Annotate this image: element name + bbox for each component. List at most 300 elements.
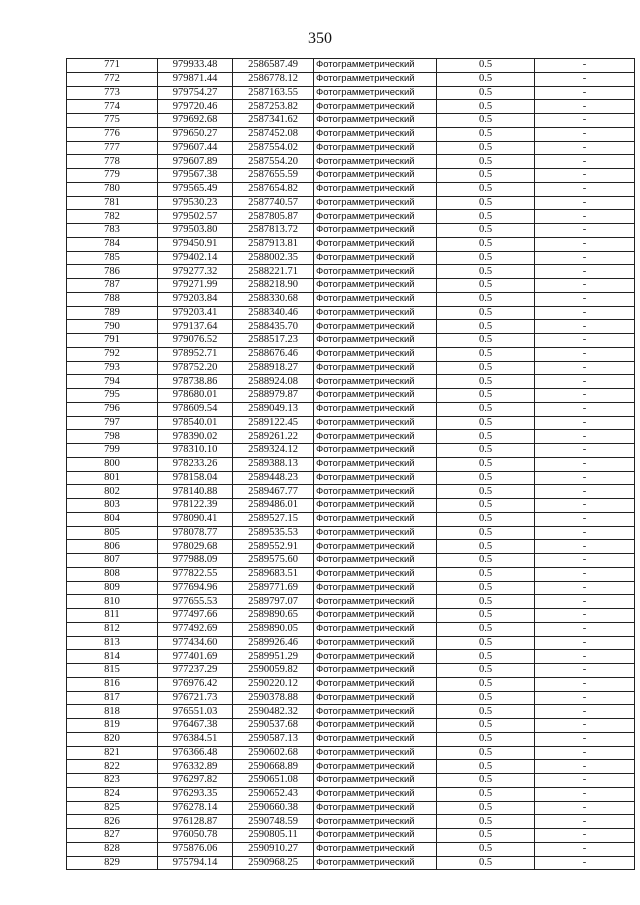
accuracy-cell: 0.5 (437, 595, 535, 609)
extra-cell: - (535, 86, 635, 100)
point-number-cell: 800 (67, 457, 158, 471)
table-row (67, 155, 635, 169)
table-row (67, 114, 635, 128)
y-coordinate-cell: 2587655.59 (233, 169, 314, 183)
extra-cell: - (535, 430, 635, 444)
y-coordinate-cell: 2588924.08 (233, 375, 314, 389)
accuracy-cell: 0.5 (437, 224, 535, 238)
extra-cell: - (535, 512, 635, 526)
table-row (67, 499, 635, 513)
method-cell: Фотограмметрический (314, 210, 437, 224)
table-row (67, 540, 635, 554)
method-cell: Фотограмметрический (314, 567, 437, 581)
table-row (67, 801, 635, 815)
point-number-cell: 776 (67, 127, 158, 141)
table-row (67, 512, 635, 526)
point-number-cell: 803 (67, 499, 158, 513)
table-row (67, 609, 635, 623)
point-number-cell: 807 (67, 554, 158, 568)
point-number-cell: 812 (67, 622, 158, 636)
extra-cell: - (535, 237, 635, 251)
table-row (67, 471, 635, 485)
x-coordinate-cell: 977401.69 (158, 650, 233, 664)
accuracy-cell: 0.5 (437, 127, 535, 141)
point-number-cell: 820 (67, 732, 158, 746)
accuracy-cell: 0.5 (437, 856, 535, 870)
accuracy-cell: 0.5 (437, 389, 535, 403)
y-coordinate-cell: 2589683.51 (233, 567, 314, 581)
point-number-cell: 825 (67, 801, 158, 815)
table-row (67, 526, 635, 540)
extra-cell: - (535, 389, 635, 403)
accuracy-cell: 0.5 (437, 430, 535, 444)
x-coordinate-cell: 976050.78 (158, 829, 233, 843)
x-coordinate-cell: 979076.52 (158, 334, 233, 348)
y-coordinate-cell: 2588979.87 (233, 389, 314, 403)
table-row (67, 430, 635, 444)
accuracy-cell: 0.5 (437, 526, 535, 540)
y-coordinate-cell: 2588918.27 (233, 361, 314, 375)
accuracy-cell: 0.5 (437, 691, 535, 705)
extra-cell: - (535, 581, 635, 595)
table-row (67, 595, 635, 609)
table-row (67, 251, 635, 265)
y-coordinate-cell: 2587805.87 (233, 210, 314, 224)
method-cell: Фотограмметрический (314, 375, 437, 389)
extra-cell: - (535, 155, 635, 169)
x-coordinate-cell: 976297.82 (158, 774, 233, 788)
table-row (67, 815, 635, 829)
point-number-cell: 787 (67, 279, 158, 293)
extra-cell: - (535, 127, 635, 141)
y-coordinate-cell: 2588002.35 (233, 251, 314, 265)
extra-cell: - (535, 732, 635, 746)
table-row (67, 457, 635, 471)
point-number-cell: 771 (67, 59, 158, 73)
y-coordinate-cell: 2589388.13 (233, 457, 314, 471)
point-number-cell: 781 (67, 196, 158, 210)
point-number-cell: 780 (67, 182, 158, 196)
point-number-cell: 774 (67, 100, 158, 114)
y-coordinate-cell: 2589049.13 (233, 402, 314, 416)
table-row (67, 774, 635, 788)
method-cell: Фотограмметрический (314, 540, 437, 554)
point-number-cell: 819 (67, 719, 158, 733)
extra-cell: - (535, 664, 635, 678)
x-coordinate-cell: 976467.38 (158, 719, 233, 733)
accuracy-cell: 0.5 (437, 801, 535, 815)
x-coordinate-cell: 979754.27 (158, 86, 233, 100)
y-coordinate-cell: 2589771.69 (233, 581, 314, 595)
point-number-cell: 802 (67, 485, 158, 499)
point-number-cell: 813 (67, 636, 158, 650)
accuracy-cell: 0.5 (437, 320, 535, 334)
y-coordinate-cell: 2587554.02 (233, 141, 314, 155)
accuracy-cell: 0.5 (437, 416, 535, 430)
x-coordinate-cell: 978158.04 (158, 471, 233, 485)
accuracy-cell: 0.5 (437, 774, 535, 788)
point-number-cell: 823 (67, 774, 158, 788)
accuracy-cell: 0.5 (437, 196, 535, 210)
x-coordinate-cell: 979137.64 (158, 320, 233, 334)
method-cell: Фотограмметрический (314, 856, 437, 870)
x-coordinate-cell: 977988.09 (158, 554, 233, 568)
extra-cell: - (535, 677, 635, 691)
method-cell: Фотограмметрический (314, 347, 437, 361)
extra-cell: - (535, 567, 635, 581)
extra-cell: - (535, 485, 635, 499)
point-number-cell: 821 (67, 746, 158, 760)
y-coordinate-cell: 2590602.68 (233, 746, 314, 760)
extra-cell: - (535, 292, 635, 306)
table-row (67, 361, 635, 375)
y-coordinate-cell: 2589486.01 (233, 499, 314, 513)
y-coordinate-cell: 2587452.08 (233, 127, 314, 141)
extra-cell: - (535, 416, 635, 430)
method-cell: Фотограмметрический (314, 746, 437, 760)
method-cell: Фотограмметрический (314, 677, 437, 691)
accuracy-cell: 0.5 (437, 292, 535, 306)
extra-cell: - (535, 320, 635, 334)
table-row (67, 86, 635, 100)
table-row (67, 320, 635, 334)
point-number-cell: 792 (67, 347, 158, 361)
method-cell: Фотограмметрический (314, 127, 437, 141)
extra-cell: - (535, 224, 635, 238)
x-coordinate-cell: 979450.91 (158, 237, 233, 251)
point-number-cell: 801 (67, 471, 158, 485)
table-row (67, 581, 635, 595)
y-coordinate-cell: 2590910.27 (233, 842, 314, 856)
method-cell: Фотограмметрический (314, 485, 437, 499)
accuracy-cell: 0.5 (437, 334, 535, 348)
table-body (67, 59, 635, 870)
table-row (67, 485, 635, 499)
accuracy-cell: 0.5 (437, 677, 535, 691)
table-row (67, 622, 635, 636)
point-number-cell: 822 (67, 760, 158, 774)
accuracy-cell: 0.5 (437, 787, 535, 801)
y-coordinate-cell: 2586587.49 (233, 59, 314, 73)
point-number-cell: 818 (67, 705, 158, 719)
point-number-cell: 816 (67, 677, 158, 691)
accuracy-cell: 0.5 (437, 650, 535, 664)
method-cell: Фотограмметрический (314, 609, 437, 623)
y-coordinate-cell: 2589122.45 (233, 416, 314, 430)
x-coordinate-cell: 979692.68 (158, 114, 233, 128)
extra-cell: - (535, 774, 635, 788)
method-cell: Фотограмметрический (314, 114, 437, 128)
x-coordinate-cell: 976293.35 (158, 787, 233, 801)
accuracy-cell: 0.5 (437, 609, 535, 623)
extra-cell: - (535, 609, 635, 623)
table-row (67, 306, 635, 320)
y-coordinate-cell: 2588676.46 (233, 347, 314, 361)
x-coordinate-cell: 979203.41 (158, 306, 233, 320)
accuracy-cell: 0.5 (437, 59, 535, 73)
accuracy-cell: 0.5 (437, 375, 535, 389)
table-row (67, 100, 635, 114)
table-row (67, 554, 635, 568)
method-cell: Фотограмметрический (314, 182, 437, 196)
y-coordinate-cell: 2587813.72 (233, 224, 314, 238)
accuracy-cell: 0.5 (437, 210, 535, 224)
accuracy-cell: 0.5 (437, 581, 535, 595)
y-coordinate-cell: 2586778.12 (233, 72, 314, 86)
accuracy-cell: 0.5 (437, 72, 535, 86)
extra-cell: - (535, 636, 635, 650)
accuracy-cell: 0.5 (437, 664, 535, 678)
method-cell: Фотограмметрический (314, 402, 437, 416)
method-cell: Фотограмметрический (314, 292, 437, 306)
y-coordinate-cell: 2587913.81 (233, 237, 314, 251)
x-coordinate-cell: 979530.23 (158, 196, 233, 210)
table-row (67, 402, 635, 416)
extra-cell: - (535, 100, 635, 114)
x-coordinate-cell: 978233.26 (158, 457, 233, 471)
extra-cell: - (535, 801, 635, 815)
y-coordinate-cell: 2589926.46 (233, 636, 314, 650)
y-coordinate-cell: 2590587.13 (233, 732, 314, 746)
x-coordinate-cell: 979871.44 (158, 72, 233, 86)
accuracy-cell: 0.5 (437, 554, 535, 568)
method-cell: Фотограмметрический (314, 787, 437, 801)
table-row (67, 389, 635, 403)
method-cell: Фотограмметрический (314, 306, 437, 320)
method-cell: Фотограмметрический (314, 334, 437, 348)
method-cell: Фотограмметрический (314, 169, 437, 183)
y-coordinate-cell: 2587654.82 (233, 182, 314, 196)
x-coordinate-cell: 979402.14 (158, 251, 233, 265)
table-row (67, 279, 635, 293)
table-row (67, 787, 635, 801)
extra-cell: - (535, 59, 635, 73)
x-coordinate-cell: 977237.29 (158, 664, 233, 678)
method-cell: Фотограмметрический (314, 72, 437, 86)
point-number-cell: 814 (67, 650, 158, 664)
method-cell: Фотограмметрический (314, 650, 437, 664)
extra-cell: - (535, 595, 635, 609)
y-coordinate-cell: 2589890.05 (233, 622, 314, 636)
x-coordinate-cell: 979607.89 (158, 155, 233, 169)
table-row (67, 72, 635, 86)
extra-cell: - (535, 306, 635, 320)
point-number-cell: 797 (67, 416, 158, 430)
table-row (67, 237, 635, 251)
x-coordinate-cell: 977497.66 (158, 609, 233, 623)
method-cell: Фотограмметрический (314, 361, 437, 375)
method-cell: Фотограмметрический (314, 430, 437, 444)
y-coordinate-cell: 2589527.15 (233, 512, 314, 526)
point-number-cell: 811 (67, 609, 158, 623)
method-cell: Фотограмметрический (314, 457, 437, 471)
extra-cell: - (535, 114, 635, 128)
point-number-cell: 784 (67, 237, 158, 251)
x-coordinate-cell: 978680.01 (158, 389, 233, 403)
table-row (67, 732, 635, 746)
point-number-cell: 810 (67, 595, 158, 609)
accuracy-cell: 0.5 (437, 347, 535, 361)
method-cell: Фотограмметрический (314, 265, 437, 279)
table-row (67, 677, 635, 691)
x-coordinate-cell: 978122.39 (158, 499, 233, 513)
x-coordinate-cell: 978390.02 (158, 430, 233, 444)
accuracy-cell: 0.5 (437, 842, 535, 856)
y-coordinate-cell: 2587163.55 (233, 86, 314, 100)
y-coordinate-cell: 2590968.25 (233, 856, 314, 870)
point-number-cell: 808 (67, 567, 158, 581)
table-row (67, 196, 635, 210)
y-coordinate-cell: 2588218.90 (233, 279, 314, 293)
table-row (67, 760, 635, 774)
method-cell: Фотограмметрический (314, 100, 437, 114)
table-row (67, 59, 635, 73)
y-coordinate-cell: 2589467.77 (233, 485, 314, 499)
point-number-cell: 783 (67, 224, 158, 238)
table-row (67, 705, 635, 719)
x-coordinate-cell: 975876.06 (158, 842, 233, 856)
point-number-cell: 785 (67, 251, 158, 265)
y-coordinate-cell: 2590482.32 (233, 705, 314, 719)
method-cell: Фотограмметрический (314, 444, 437, 458)
method-cell: Фотограмметрический (314, 499, 437, 513)
point-number-cell: 796 (67, 402, 158, 416)
accuracy-cell: 0.5 (437, 732, 535, 746)
method-cell: Фотограмметрический (314, 774, 437, 788)
extra-cell: - (535, 499, 635, 513)
x-coordinate-cell: 976278.14 (158, 801, 233, 815)
accuracy-cell: 0.5 (437, 100, 535, 114)
y-coordinate-cell: 2590748.59 (233, 815, 314, 829)
x-coordinate-cell: 978738.86 (158, 375, 233, 389)
y-coordinate-cell: 2588435.70 (233, 320, 314, 334)
x-coordinate-cell: 976384.51 (158, 732, 233, 746)
method-cell: Фотограмметрический (314, 224, 437, 238)
point-number-cell: 815 (67, 664, 158, 678)
table-row (67, 210, 635, 224)
method-cell: Фотограмметрический (314, 155, 437, 169)
y-coordinate-cell: 2589890.65 (233, 609, 314, 623)
point-number-cell: 824 (67, 787, 158, 801)
table-row (67, 347, 635, 361)
y-coordinate-cell: 2590378.88 (233, 691, 314, 705)
accuracy-cell: 0.5 (437, 402, 535, 416)
extra-cell: - (535, 856, 635, 870)
extra-cell: - (535, 457, 635, 471)
point-number-cell: 817 (67, 691, 158, 705)
extra-cell: - (535, 444, 635, 458)
accuracy-cell: 0.5 (437, 622, 535, 636)
extra-cell: - (535, 719, 635, 733)
extra-cell: - (535, 182, 635, 196)
y-coordinate-cell: 2589535.53 (233, 526, 314, 540)
method-cell: Фотограмметрический (314, 732, 437, 746)
table-row (67, 567, 635, 581)
method-cell: Фотограмметрический (314, 251, 437, 265)
point-number-cell: 804 (67, 512, 158, 526)
extra-cell: - (535, 526, 635, 540)
y-coordinate-cell: 2589448.23 (233, 471, 314, 485)
table-row (67, 334, 635, 348)
accuracy-cell: 0.5 (437, 457, 535, 471)
accuracy-cell: 0.5 (437, 279, 535, 293)
x-coordinate-cell: 976332.89 (158, 760, 233, 774)
table-row (67, 664, 635, 678)
method-cell: Фотограмметрический (314, 141, 437, 155)
x-coordinate-cell: 976366.48 (158, 746, 233, 760)
accuracy-cell: 0.5 (437, 567, 535, 581)
extra-cell: - (535, 210, 635, 224)
x-coordinate-cell: 977434.60 (158, 636, 233, 650)
extra-cell: - (535, 540, 635, 554)
extra-cell: - (535, 334, 635, 348)
y-coordinate-cell: 2588221.71 (233, 265, 314, 279)
x-coordinate-cell: 976976.42 (158, 677, 233, 691)
x-coordinate-cell: 979933.48 (158, 59, 233, 73)
point-number-cell: 805 (67, 526, 158, 540)
x-coordinate-cell: 976551.03 (158, 705, 233, 719)
y-coordinate-cell: 2590652.43 (233, 787, 314, 801)
y-coordinate-cell: 2590220.12 (233, 677, 314, 691)
method-cell: Фотограмметрический (314, 471, 437, 485)
point-number-cell: 828 (67, 842, 158, 856)
point-number-cell: 827 (67, 829, 158, 843)
method-cell: Фотограмметрический (314, 554, 437, 568)
x-coordinate-cell: 979565.49 (158, 182, 233, 196)
method-cell: Фотограмметрический (314, 801, 437, 815)
table-row (67, 182, 635, 196)
accuracy-cell: 0.5 (437, 141, 535, 155)
y-coordinate-cell: 2587740.57 (233, 196, 314, 210)
method-cell: Фотограмметрический (314, 829, 437, 843)
point-number-cell: 782 (67, 210, 158, 224)
accuracy-cell: 0.5 (437, 182, 535, 196)
point-number-cell: 799 (67, 444, 158, 458)
extra-cell: - (535, 787, 635, 801)
accuracy-cell: 0.5 (437, 719, 535, 733)
x-coordinate-cell: 979607.44 (158, 141, 233, 155)
method-cell: Фотограмметрический (314, 595, 437, 609)
method-cell: Фотограмметрический (314, 279, 437, 293)
x-coordinate-cell: 978752.20 (158, 361, 233, 375)
y-coordinate-cell: 2588517.23 (233, 334, 314, 348)
y-coordinate-cell: 2589324.12 (233, 444, 314, 458)
extra-cell: - (535, 622, 635, 636)
x-coordinate-cell: 978952.71 (158, 347, 233, 361)
accuracy-cell: 0.5 (437, 760, 535, 774)
y-coordinate-cell: 2590660.38 (233, 801, 314, 815)
table-row (67, 141, 635, 155)
method-cell: Фотограмметрический (314, 622, 437, 636)
point-number-cell: 795 (67, 389, 158, 403)
accuracy-cell: 0.5 (437, 251, 535, 265)
method-cell: Фотограмметрический (314, 237, 437, 251)
x-coordinate-cell: 975794.14 (158, 856, 233, 870)
y-coordinate-cell: 2590537.68 (233, 719, 314, 733)
extra-cell: - (535, 251, 635, 265)
point-number-cell: 829 (67, 856, 158, 870)
x-coordinate-cell: 979503.80 (158, 224, 233, 238)
y-coordinate-cell: 2587253.82 (233, 100, 314, 114)
point-number-cell: 773 (67, 86, 158, 100)
table-row (67, 636, 635, 650)
accuracy-cell: 0.5 (437, 86, 535, 100)
extra-cell: - (535, 829, 635, 843)
extra-cell: - (535, 402, 635, 416)
accuracy-cell: 0.5 (437, 306, 535, 320)
point-number-cell: 778 (67, 155, 158, 169)
point-number-cell: 775 (67, 114, 158, 128)
